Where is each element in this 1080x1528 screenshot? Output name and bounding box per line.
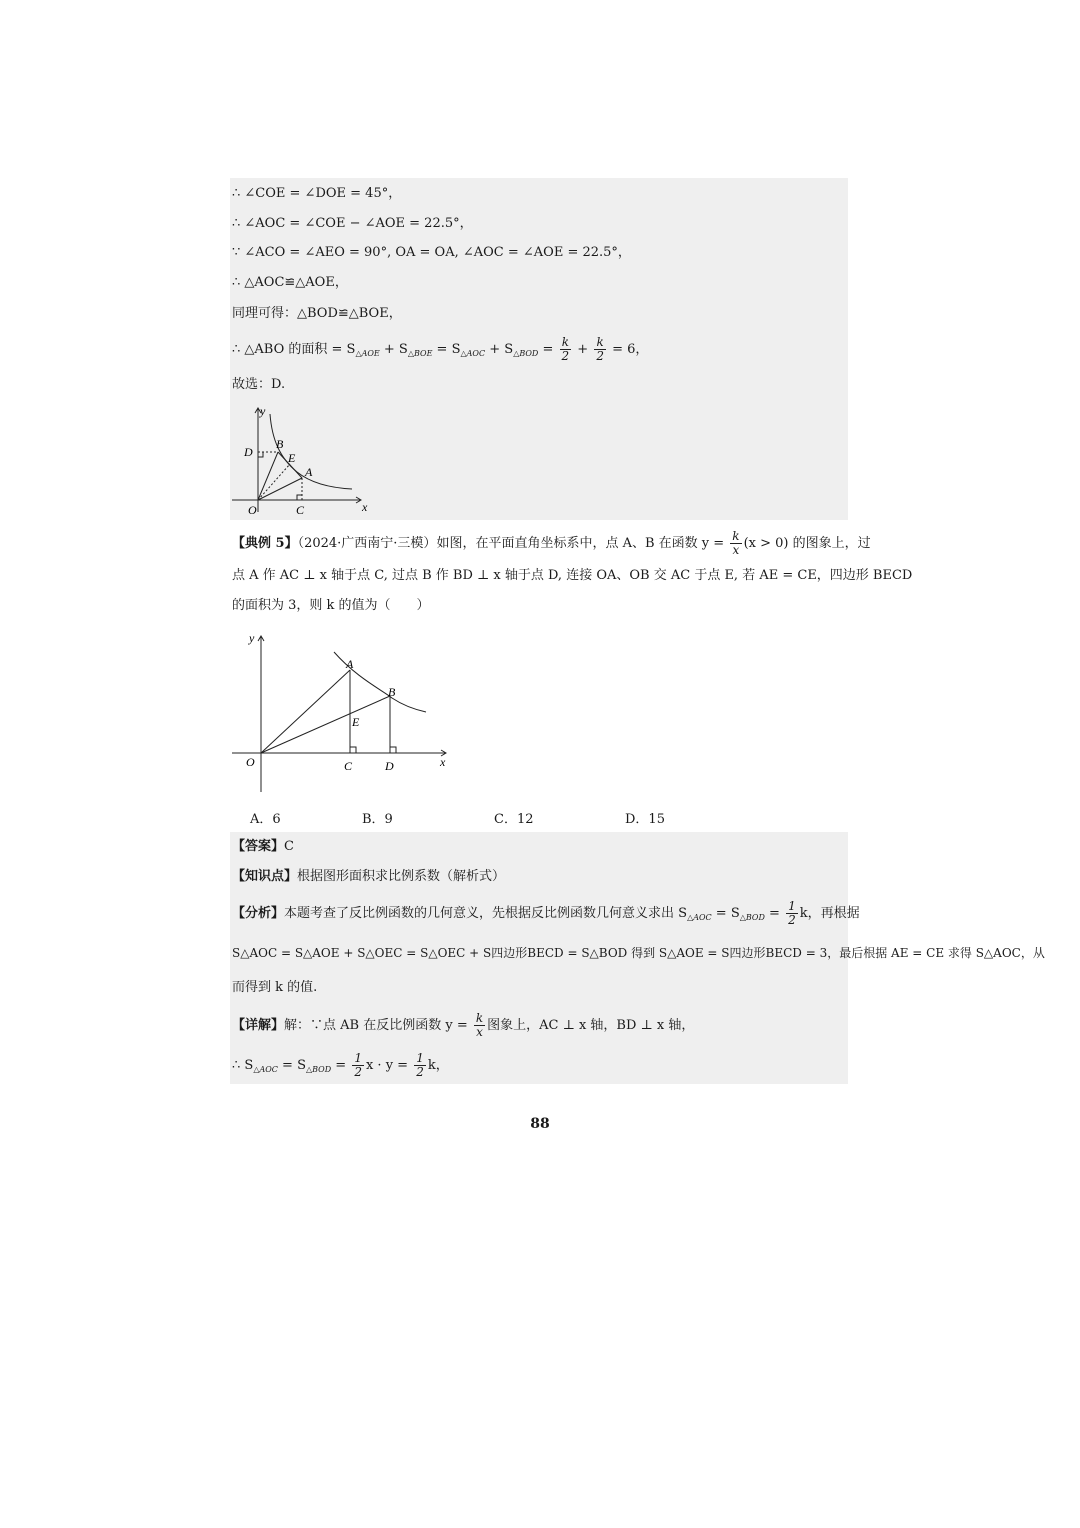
fraction-k-over-x: $\frac{k}{x}$ bbox=[732, 529, 740, 557]
fig1-label-y: y bbox=[260, 404, 266, 418]
answer-line: 【答案】C bbox=[232, 839, 294, 854]
fraction-1-over-2-c: $\frac{1}{2}$ bbox=[416, 1051, 424, 1079]
answer-value: C bbox=[284, 839, 294, 854]
fig1-right-angle-c bbox=[297, 495, 302, 500]
fig1-line-oe bbox=[258, 464, 290, 500]
fig2-line-oa bbox=[261, 670, 350, 753]
fraction-1-over-2-b: $\frac{1}{2}$ bbox=[354, 1051, 362, 1079]
fig1-right-angle-d bbox=[258, 452, 263, 457]
example-tag: 【典例 5】 bbox=[232, 536, 298, 551]
fig1-label-e: E bbox=[288, 451, 296, 465]
proof-line-7: 故选：D. bbox=[232, 377, 286, 392]
fig2-label-d: D bbox=[385, 759, 394, 773]
fig1-label-o: O bbox=[248, 503, 257, 517]
fig1-label-d: D bbox=[244, 445, 253, 459]
fig1-label-x: x bbox=[362, 500, 368, 514]
fig2-line-ob bbox=[261, 696, 390, 753]
example5-line-3: 的面积为 3，则 k 的值为（ ） bbox=[232, 598, 430, 613]
fig2-label-e: E bbox=[352, 715, 360, 729]
proof-line-5: 同理可得：△BOD≌△BOE， bbox=[232, 306, 402, 321]
fig2-right-angle-d bbox=[390, 747, 396, 753]
fraction-1-over-2: $\frac{1}{2}$ bbox=[788, 899, 796, 927]
fig1-label-a: A bbox=[305, 465, 313, 479]
option-a: A．6 bbox=[250, 812, 281, 827]
fig1-line-ob bbox=[258, 452, 278, 500]
fig1-label-b: B bbox=[276, 437, 284, 451]
fig2-right-angle-c bbox=[350, 747, 356, 753]
example-source: （2024·广西南宁·三模） bbox=[297, 536, 437, 551]
analysis-line-2: S△AOC = S△AOE + S△OEC = S△OEC + S四边形BECD = S△BOD 得到 S△AOE = S四边形BECD = 3，最后根据 AE = CE 求得 S△AOC，从 bbox=[232, 946, 1045, 960]
figure-2 bbox=[232, 628, 462, 798]
detail-line-1: 【详解】解：∵点 AB 在反比例函数 y = $\frac{k}{x}$ 图象上，AC ⊥ x 轴，BD ⊥ x 轴， bbox=[232, 1011, 695, 1039]
fig2-label-a: A bbox=[346, 657, 354, 671]
page-number: 88 bbox=[530, 1116, 550, 1132]
fraction-k-over-2: $\frac{k}{2}$ bbox=[561, 335, 570, 363]
knowledge-point-line: 【知识点】根据图形面积求比例系数（解析式） bbox=[232, 869, 506, 884]
proof-line-1: ∴ ∠COE = ∠DOE = 45°， bbox=[232, 186, 402, 201]
proof-line-2: ∴ ∠AOC = ∠COE − ∠AOE = 22.5°， bbox=[232, 216, 473, 231]
detail-line-2: ∴ $S_{\triangle AOC} = S_{\triangle BOD}$ = $\frac{1}{2}$ x · y = $\frac{1}{2}$ k， bbox=[232, 1051, 449, 1079]
fig2-label-x: x bbox=[440, 755, 446, 769]
fig2-label-b: B bbox=[388, 685, 396, 699]
analysis-line-1: 【分析】本题考查了反比例函数的几何意义，先根据反比例函数几何意义求出 $S_{\triangle AOC} = S_{\triangle BOD}$ = $\frac{1}{2}$ k，再根据 bbox=[232, 899, 860, 927]
option-b: B．9 bbox=[362, 812, 393, 827]
fig2-label-c: C bbox=[344, 759, 353, 773]
proof-line-3: ∵ ∠ACO = ∠AEO = 90°, OA = OA, ∠AOC = ∠AOE = 22.5°， bbox=[232, 245, 631, 260]
example5-line-2: 点 A 作 AC ⊥ x 轴于点 C, 过点 B 作 BD ⊥ x 轴于点 D, 连接 OA、OB 交 AC 于点 E, 若 AE = CE，四边形 BECD bbox=[232, 568, 913, 583]
analysis-line-3: 而得到 k 的值. bbox=[232, 980, 318, 995]
fig1-label-c: C bbox=[296, 503, 305, 517]
example5-line-1: 【典例 5】（2024·广西南宁·三模）如图，在平面直角坐标系中，点 A、B 在函数 y = $\frac{k}{x}$ (x > 0) 的图象上，过 bbox=[232, 529, 871, 557]
proof-line-4: ∴ △AOC≌△AOE， bbox=[232, 275, 348, 290]
fraction-k-over-2-b: $\frac{k}{2}$ bbox=[596, 335, 604, 363]
fig2-label-y: y bbox=[249, 631, 255, 645]
fraction-k-over-x-b: $\frac{k}{x}$ bbox=[475, 1011, 484, 1039]
figure-1 bbox=[232, 400, 372, 518]
area-text: ∴ △ABO 的面积 = S bbox=[232, 342, 356, 357]
option-c: C．12 bbox=[494, 812, 534, 827]
option-d: D．15 bbox=[625, 812, 665, 827]
fig1-line-oa bbox=[258, 478, 302, 500]
fig2-label-o: O bbox=[246, 755, 255, 769]
proof-line-6: ∴ △ABO 的面积 = $S_{\triangle AOE} + S_{\triangle BOE} = S_{\triangle AOC} + S_{\triangle BOD}$ = $\frac{k}{2}$ + $\frac{k}{2}$ = 6， bbox=[232, 335, 649, 363]
